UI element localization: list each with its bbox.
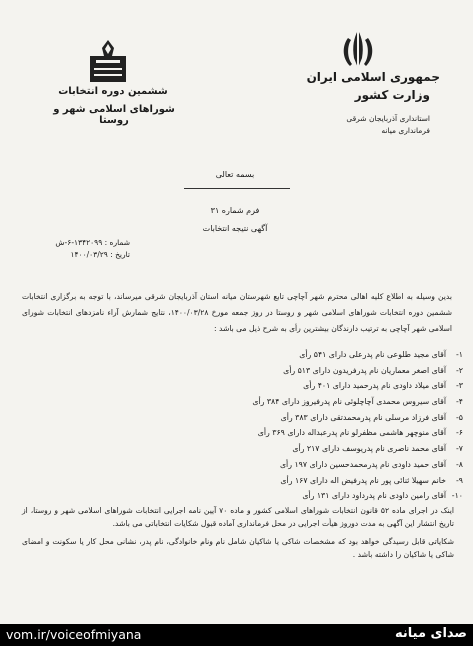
list-item-text: آقای رامین داودی نام پدرداود دارای ۱۳۱ رأی [302,491,446,501]
list-item [100,394,463,410]
form-number: فرم شماره ۳۱ [210,206,260,215]
header-election-round: ششمین دوره انتخابات [58,86,168,97]
list-item-text: خانم سهیلا ثنائی پور نام پدرفیض اله دارای ۱۶۷ رأی [280,475,446,485]
header-province-office: استانداری آذربایجان شرقی [346,114,430,123]
list-item-text: آقای حمید داودی نام پدرمحمدحسین دارای ۱۹۷ رأی [279,459,446,469]
list-item-number: ۱۰- [451,491,463,501]
list-item-text: آقای محمد ناصری نام پدریوسف دارای ۲۱۷ رأی [292,444,446,454]
list-item-number: ۲- [455,365,463,375]
list-item [100,425,463,441]
list-item-number: ۱- [455,350,463,359]
candidate-list [100,347,463,504]
complaint-paragraph: شکایاتی قابل رسیدگی خواهد بود که مشخصات شاکی یا شاکیان شامل نام ونام خانوادگی، نام پدر، نشانی محل کار یا سکونت و امضای شاکی یا شاکیان را داشته باشد . [22,537,454,559]
watermark-bar [0,624,473,646]
list-item-text: آقای مجید طلوعی نام پدرعلی دارای ۵۴۱ رأی [299,350,446,359]
list-item [100,378,463,394]
header-election-council: شوراهای اسلامی شهر و روستا [53,104,175,126]
list-item-number: ۳- [455,381,463,391]
list-item [100,457,463,473]
list-item [100,441,463,457]
watermark-url: vom.ir/voiceofmiyana [6,627,142,642]
notice-title: آگهی نتیجه انتخابات [202,224,268,233]
list-item-number: ۴- [455,397,463,407]
list-item [100,473,463,489]
list-item-number: ۹- [455,475,463,485]
iran-emblem-icon [338,28,378,72]
list-item-number: ۸- [455,459,463,469]
list-item-number: ۶- [455,428,463,438]
list-item-number: ۵- [455,412,463,422]
list-item-text: آقای سیروس محمدی آچاچلوئی نام پدرفیروز دارای ۳۸۴ رأی [252,397,446,407]
list-item [100,410,463,426]
divider [184,188,290,189]
header-ministry: وزارت کشور [354,88,430,102]
election-logo-icon [86,38,130,86]
list-item-number: ۷- [455,444,463,454]
list-item-text: آقای اصغر معماریان نام پدرفریدون دارای ۵۱۳ رأی [283,365,446,375]
list-item [100,488,463,504]
letter-number: شماره : ۱۳۴۲۰۹۹-۶-ش [55,238,130,247]
header-country: جمهوری اسلامی ایران [306,70,440,84]
intro-paragraph: بدین وسیله به اطلاع کلیه اهالی محترم شهر آچاچی تابع شهرستان میانه استان آذربایجان شرقی میرساند، با توجه به برگزاری انتخابات ششمین دوره انتخابات شوراهای اسلامی شهر و روستا در روز جمعه مورخ ۱۴۰۰/۰۳/۲۸، نتایج شمارش آراء نامزدهای انتخابات شورای اسلامی شهر آچاچی به ترتیب دارندگان بیشترین رأی به شرح ذیل می باشد : [22,292,452,333]
list-item-text: آقای میلاد داودی نام پدرحمید دارای ۴۰۱ رأی [303,381,446,391]
list-item [100,347,463,363]
basmala: بسمه تعالی [215,170,255,179]
list-item-text: آقای منوچهر هاشمی مظفرلو نام پدرعبداله دارای ۳۶۹ رأی [257,428,446,438]
header-county-office: فرمانداری میانه [381,126,430,135]
watermark-brand: صدای میانه [395,626,467,641]
list-item [100,363,463,379]
letter-date: تاریخ : ۱۴۰۰/۰۳/۲۹ [70,250,130,259]
legal-paragraph: اینک در اجرای ماده ۵۲ قانون انتخابات شوراهای اسلامی کشور و ماده ۷۰ آیین نامه اجرایی انتخابات شوراهای اسلامی شهر و روستا، از تاریخ انتشار این آگهی به مدت دوروز هیأت اجرایی در محل فرمانداری آماده قبول شکایات انتخاباتی می باشد. [22,506,454,528]
list-item-text: آقای فرزاد مرسلی نام پدرمحمدتقی دارای ۳۸۳ رأی [280,412,446,422]
